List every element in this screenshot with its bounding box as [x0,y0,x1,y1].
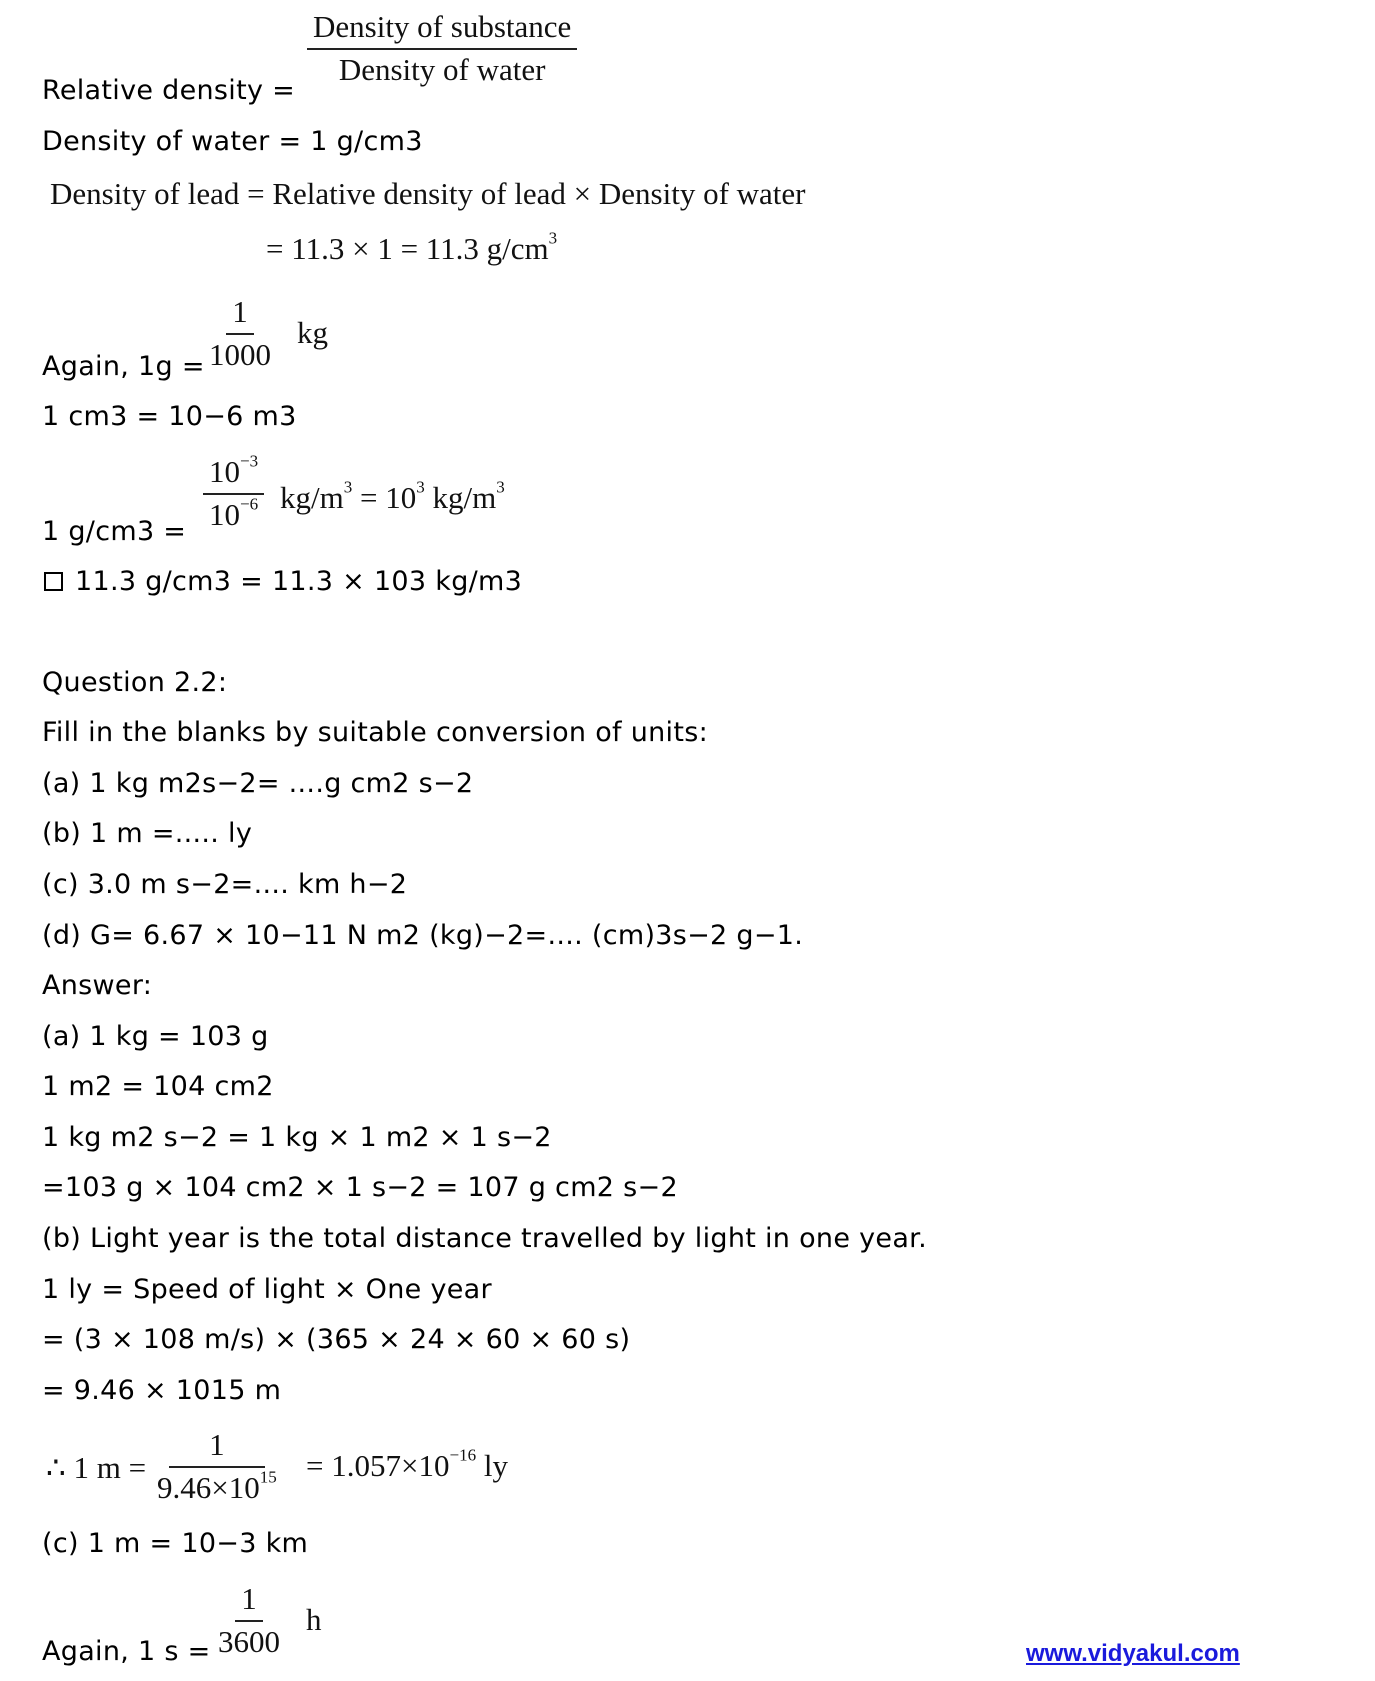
therefore-lhs: ∴ 1 m = [46,1450,147,1485]
second-fraction: $\frac{1}{3600}$ [218,1581,280,1659]
answer-line: = (3 × 108 m/s) × (365 × 24 × 60 × 60 s) [42,1324,631,1355]
again-1s-label: Again, 1 s = [42,1636,211,1667]
gcm3-fraction: $\frac{10^{-3}}{10^{-6}}$ [203,455,264,532]
answer-line: 1 ly = Speed of light × One year [42,1274,492,1305]
relative-density-label: Relative density = [42,75,296,106]
fraction-denominator: Density of water [338,52,546,87]
lead-result-line: 11.3 g/cm3 = 11.3 × 103 kg/m3 [44,566,522,598]
fraction-numerator: Density of substance [307,10,577,50]
answer-label: Answer: [42,970,153,1001]
answer-line: 1 kg m2 s−2 = 1 kg × 1 m2 × 1 s−2 [42,1122,552,1153]
answer-line: (a) 1 kg = 103 g [42,1021,269,1052]
question-item-b: (b) 1 m =..... ly [42,818,253,849]
question-item-a: (a) 1 kg m2s−2= ....g cm2 s−2 [42,768,474,799]
footer-website-link[interactable]: www.vidyakul.com [1026,1640,1240,1667]
question-title: Question 2.2: [42,667,228,698]
question-item-d: (d) G= 6.67 × 10−11 N m2 (kg)−2=.... (cm)3s−2 g−1. [42,920,804,951]
density-water-line: Density of water = 1 g/cm3 [42,126,423,157]
cm3-line: 1 cm3 = 10−6 m3 [42,401,297,432]
answer-line: (b) Light year is the total distance travelled by light in one year. [42,1223,927,1254]
density-lead-line2: = 11.3 × 1 = 11.3 $g/cm^3$ [266,228,558,266]
question-prompt: Fill in the blanks by suitable conversion of units: [42,717,709,748]
again-1g-label: Again, 1g = [42,351,205,382]
c-answer-line: (c) 1 m = 10−3 km [42,1528,309,1559]
gcm3-label: 1 g/cm3 = [42,516,187,547]
relative-density-fraction [307,10,577,87]
lightyear-fraction: $\frac{1}{9.46\times 10^{15}}$ [157,1427,277,1505]
question-item-c: (c) 3.0 m s−2=.... km h−2 [42,869,408,900]
answer-line: = 9.46 × 1015 m [42,1375,282,1406]
gram-unit: kg [297,315,328,350]
therefore-rhs: = $1.057\times 10^{-16}$ ly [306,1445,508,1483]
density-lead-line1: Density of lead = Relative density of lead × Density of water [50,176,806,211]
gram-fraction: $\frac{1}{1000}$ [209,294,271,372]
second-unit: h [306,1602,322,1637]
gcm3-rhs: $kg/m^3 = 10^3$ $kg/m^3$ [280,477,505,515]
answer-line: =103 g × 104 cm2 × 1 s−2 = 107 g cm2 s−2 [42,1172,678,1203]
answer-line: 1 m2 = 104 cm2 [42,1071,274,1102]
checkbox-glyph [44,572,63,591]
